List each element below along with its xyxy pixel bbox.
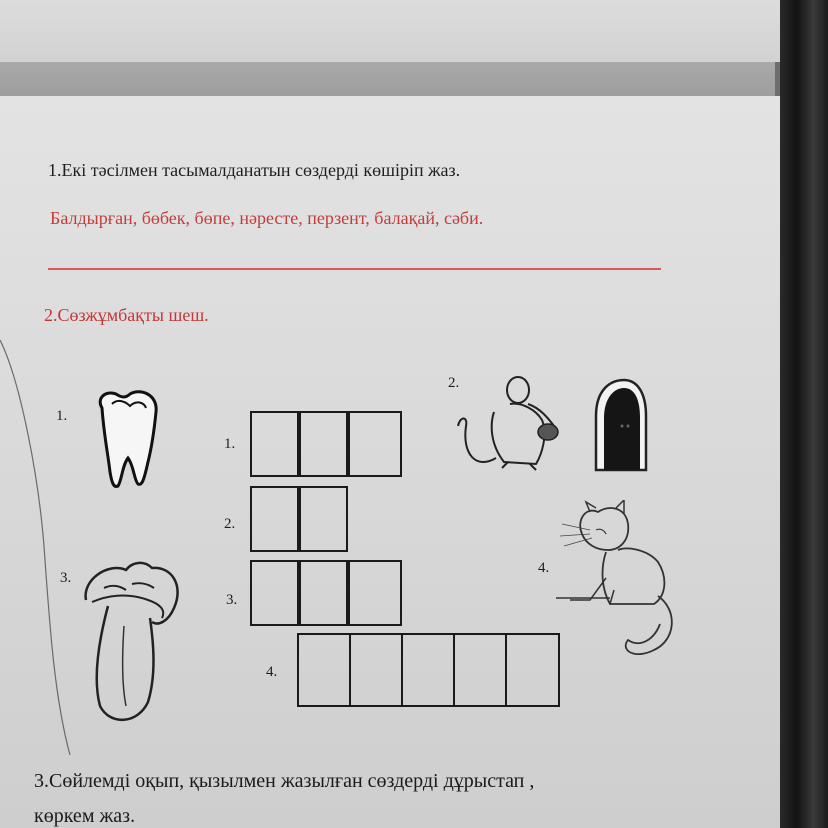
- mouse-icon: [456, 374, 566, 474]
- task3-title-continued: көркем жаз.: [34, 805, 136, 827]
- picture-number-4: 4.: [538, 560, 550, 576]
- crossword-cell[interactable]: [348, 411, 402, 477]
- row-number-3: 3.: [226, 592, 238, 608]
- task1-words: Балдырған, бөбек, бөпе, нәресте, перзент, балақай, сәби.: [50, 208, 484, 228]
- row-number-1: 1.: [224, 436, 236, 452]
- pencil-curve: [0, 300, 90, 760]
- crossword-cell[interactable]: [250, 560, 299, 626]
- crossword-cell[interactable]: [250, 486, 299, 552]
- picture-number-1: 1.: [56, 408, 68, 424]
- crossword-cell[interactable]: [453, 633, 507, 707]
- crossword-cell[interactable]: [299, 560, 348, 626]
- tongue-lips-icon: [78, 556, 188, 726]
- task3-title: 3.Сөйлемді оқып, қызылмен жазылған сөздерді дұрыстап ,: [34, 770, 535, 792]
- crossword-cell[interactable]: [297, 633, 351, 707]
- crossword-cell[interactable]: [348, 560, 402, 626]
- crossword-cell[interactable]: [299, 411, 348, 477]
- task2-title: 2.Сөзжұмбақты шеш.: [44, 305, 209, 325]
- crossword-cell[interactable]: [250, 411, 299, 477]
- crossword-cell[interactable]: [299, 486, 348, 552]
- crossword-cell[interactable]: [349, 633, 403, 707]
- answer-line: [48, 268, 661, 270]
- cat-icon: [550, 500, 682, 690]
- row-number-2: 2.: [224, 516, 236, 532]
- crossword-cell[interactable]: [401, 633, 455, 707]
- screen-bezel: [780, 0, 828, 828]
- row-number-4: 4.: [266, 664, 278, 680]
- picture-number-2: 2.: [448, 375, 460, 391]
- gray-strip: [0, 62, 775, 96]
- top-band: [0, 0, 780, 62]
- task1-title: 1.Екі тәсілмен тасымалданатын сөздерді көшіріп жаз.: [48, 160, 461, 180]
- mouse-hole-icon: [588, 376, 650, 474]
- picture-number-3: 3.: [60, 570, 72, 586]
- tooth-icon: [92, 388, 164, 494]
